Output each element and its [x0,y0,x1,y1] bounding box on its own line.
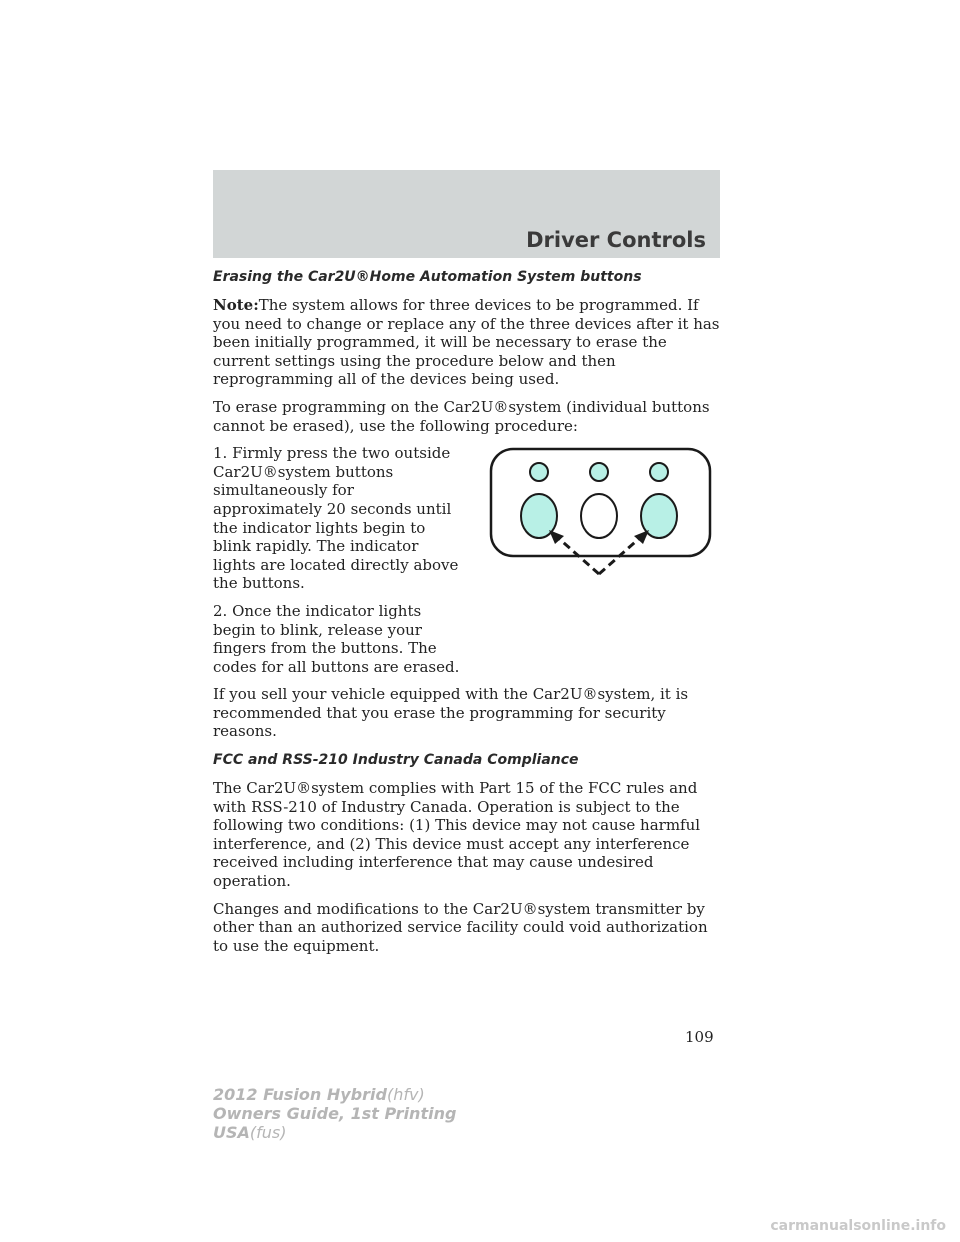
page-content [213,267,720,964]
section-header-bar [213,170,720,258]
footer-market-code: (fus) [249,1123,287,1142]
step-2: 2. Once the indicator lights begin to blink, release your fingers from the buttons. The codes for all buttons are erased. [213,601,460,676]
modifications-paragraph: Changes and modifications to the Car2U®system transmitter by other than an authorized service facility could void authorization to use the equipment. [213,899,708,955]
footer-line-1 [213,1085,456,1104]
step-1: 1. Firmly press the two outside Car2U®system buttons simultaneously for approximately 20 seconds until the indicator lights begin to blink rapidly. The indicator lights are located directly above the buttons. [213,444,459,593]
indicator-light-left [530,463,548,481]
page-number: 109 [685,1028,714,1046]
fcc-paragraph: The Car2U®system complies with Part 15 of the FCC rules and with RSS-210 of Industry Canada. Operation is subject to the following two conditions: (1) This device may not cause harmful interference, and (2) This device must accept any interference received including interference that may cause undesired operation. [213,779,701,891]
system-button-center [581,494,617,538]
heading-fcc-compliance: FCC and RSS-210 Industry Canada Compliance [213,752,579,769]
heading-erasing-buttons: Erasing the Car2U®Home Automation System buttons [213,269,642,285]
note-label: Note: [213,296,259,314]
indicator-light-center [590,463,608,481]
watermark: carmanualsonline.info [770,1218,946,1234]
section-title: Driver Controls [526,228,706,252]
car2u-buttons-diagram [488,446,713,586]
footer-model: 2012 Fusion Hybrid [213,1085,387,1104]
steps-with-figure [213,444,720,676]
footer-line-2: Owners Guide, 1st Printing [213,1104,457,1123]
indicator-light-right [650,463,668,481]
footer-model-code: (hfv) [386,1085,425,1104]
footer-market: USA [213,1123,250,1142]
footer-line-3 [213,1123,456,1142]
note-paragraph [213,296,720,389]
document-footer [213,1085,456,1142]
note-text: The system allows for three devices to be programmed. If you need to change or replace any of the three devices after it has been initially programmed, it will be necessary to erase the current settings using the procedure below and then reprogramming all of the devices being used. [213,296,720,389]
erase-intro-paragraph: To erase programming on the Car2U®system (individual buttons cannot be erased), use the following procedure: [213,397,710,435]
sell-vehicle-paragraph: If you sell your vehicle equipped with the Car2U®system, it is recommended that you erase the programming for security reasons. [213,685,689,741]
